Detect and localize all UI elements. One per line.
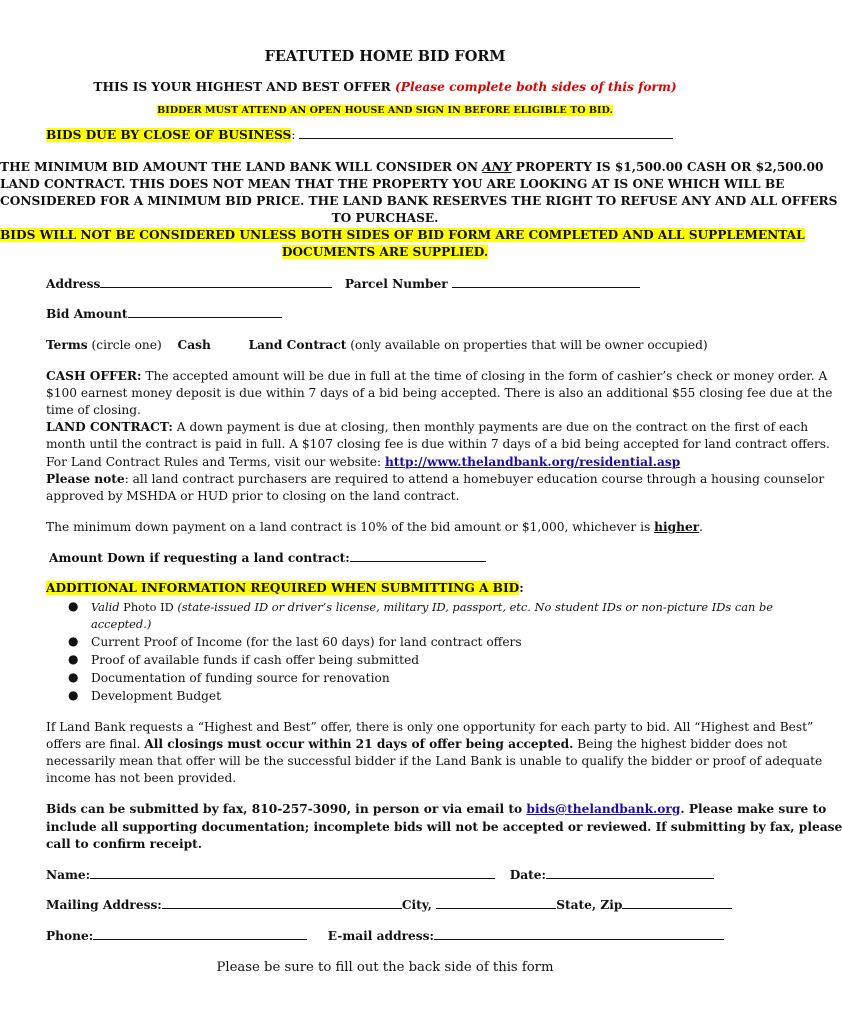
min-bid-text-c: PROPERTY IS $1,500.00 CASH OR $2,500.00: [511, 160, 824, 174]
submission-line-3: call to confirm receipt.: [46, 837, 203, 851]
city-field[interactable]: [436, 898, 556, 909]
amount-down-label: Amount Down if requesting a land contract:: [49, 551, 350, 565]
additional-item-funding-source: Documentation of funding source for renovation: [91, 671, 390, 685]
bullet-icon: ●: [68, 670, 79, 684]
phone-row: [46, 929, 724, 943]
additional-info-heading-row: [46, 581, 524, 595]
highest-best-offer-line: [0, 80, 770, 94]
terms-cash-option[interactable]: Cash: [177, 338, 211, 352]
bid-amount-field[interactable]: [128, 307, 282, 318]
terms-owner-note: (only available on properties that will be owner occupied): [346, 338, 708, 352]
photo-id-note: (state-issued ID or driver’s license, military ID, passport, etc. No student IDs or non-picture IDs can be: [177, 600, 773, 614]
additional-item-photo-id: [91, 600, 773, 614]
form-title: FEATUTED HOME BID FORM: [264, 48, 506, 65]
email-label: E-mail address:: [327, 929, 434, 943]
bid-amount-label: Bid Amount: [46, 307, 128, 321]
minimum-down-text: The minimum down payment on a land contract is 10% of the bid amount or $1,000, whichever is: [46, 520, 655, 534]
land-contract-line-1: [46, 420, 808, 434]
bids-due-field[interactable]: [299, 128, 673, 139]
minimum-bid-line-1: [0, 160, 824, 174]
highest-best-line-4: income has not been provided.: [46, 771, 237, 785]
phone-label: Phone:: [46, 929, 94, 943]
min-bid-any: ANY: [482, 160, 512, 174]
name-label: Name:: [46, 868, 91, 882]
please-note-line-1: [46, 472, 824, 486]
state-zip-field[interactable]: [622, 898, 732, 909]
minimum-down-end: .: [699, 520, 704, 534]
additional-item-funds: Proof of available funds if cash offer being submitted: [91, 653, 420, 667]
submission-text-a: Bids can be submitted by fax, 810-257-3090, in person or via email to: [46, 802, 527, 816]
date-label: Date:: [509, 868, 547, 882]
cash-offer-label: CASH OFFER:: [46, 369, 142, 383]
offer-main: THIS IS YOUR HIGHEST AND BEST OFFER: [93, 80, 396, 94]
cash-offer-text-1: The accepted amount will be due in full at the time of closing in the form of cashier’s check or money order. A: [141, 369, 828, 383]
land-contract-label: LAND CONTRACT:: [46, 420, 173, 434]
please-note-label: Please note: [46, 472, 125, 486]
supplemental-text-1: BIDS WILL NOT BE CONSIDERED UNLESS BOTH SIDES OF BID FORM ARE COMPLETED AND ALL SUPPLEMENTAL: [0, 228, 805, 242]
bid-amount-row: [46, 307, 282, 321]
name-row: [46, 868, 714, 882]
bullet-icon: ●: [68, 599, 79, 613]
highest-best-closings: All closings must occur within 21 days of offer being accepted.: [144, 737, 574, 751]
additional-info-colon: :: [519, 581, 524, 595]
land-contract-text-1: A down payment is due at closing, then monthly payments are due on the contract on the first of each: [172, 420, 809, 434]
photo-id-valid: Valid: [91, 600, 120, 614]
email-field[interactable]: [434, 929, 724, 940]
submission-line-1: [46, 802, 826, 816]
minimum-bid-line-4: TO PURCHASE.: [331, 211, 439, 225]
minimum-down-line: [46, 520, 703, 534]
terms-land-contract-option[interactable]: Land Contract: [248, 338, 347, 352]
additional-info-heading: ADDITIONAL INFORMATION REQUIRED WHEN SUBMITTING A BID: [46, 581, 520, 595]
city-label: City,: [401, 898, 432, 912]
back-side-reminder: Please be sure to fill out the back side of this form: [216, 960, 554, 975]
bullet-icon: ●: [68, 634, 79, 648]
please-note-text-1: : all land contract purchasers are required to attend a homebuyer education course through a housing counselor: [124, 472, 825, 486]
address-label: Address: [46, 277, 101, 291]
name-field[interactable]: [90, 868, 495, 879]
mailing-address-field[interactable]: [162, 898, 402, 909]
mailing-row: [46, 898, 732, 912]
supplemental-text-2: DOCUMENTS ARE SUPPLIED.: [281, 245, 489, 259]
supplemental-line-1: [0, 228, 805, 242]
parcel-field[interactable]: [452, 277, 640, 288]
cash-offer-line-1: [46, 369, 827, 383]
amount-down-row: [49, 551, 486, 565]
state-zip-label: State, Zip: [556, 898, 623, 912]
highest-best-text-c: Being the highest bidder does not: [573, 737, 788, 751]
bids-due-row: BIDS DUE BY CLOSE OF BUSINESS:: [46, 128, 673, 142]
photo-id-text: Photo ID: [119, 600, 178, 614]
minimum-bid-line-3: CONSIDERED FOR A MINIMUM BID PRICE. THE LAND BANK RESERVES THE RIGHT TO REFUSE ANY AND ALL OFFERS: [0, 194, 838, 208]
bids-due-label: BIDS DUE BY CLOSE OF BUSINESS: [46, 128, 292, 142]
submission-line-2: include all supporting documentation; incomplete bids will not be accepted or reviewed. If submitting by fax, please: [46, 820, 842, 834]
please-note-line-2: approved by MSHDA or HUD prior to closing on the land contract.: [46, 489, 460, 503]
submission-text-b: . Please make sure to: [680, 802, 827, 816]
cash-offer-line-2: $100 earnest money deposit is due within 7 days of a bid being accepted. There is also an additional $55 closing fee due at the: [46, 386, 833, 400]
additional-item-photo-id-cont: accepted.): [91, 617, 152, 631]
additional-item-budget: Development Budget: [91, 689, 222, 703]
address-row: [46, 277, 640, 291]
open-house-line: [0, 98, 770, 117]
terms-circle-note: (circle one): [87, 338, 162, 352]
cash-offer-line-3: time of closing.: [46, 403, 141, 417]
date-field[interactable]: [546, 868, 714, 879]
mailing-address-label: Mailing Address:: [46, 898, 162, 912]
land-contract-text-3: For Land Contract Rules and Terms, visit our website:: [46, 455, 385, 469]
highest-best-line-2: [46, 737, 787, 751]
minimum-down-higher: higher: [654, 520, 700, 534]
phone-field[interactable]: [93, 929, 307, 940]
terms-row: [46, 338, 708, 352]
min-bid-text-a: THE MINIMUM BID AMOUNT THE LAND BANK WILL CONSIDER ON: [0, 160, 483, 174]
highest-best-text-a: offers are final.: [46, 737, 145, 751]
supplemental-line-2: [0, 245, 770, 259]
highest-best-line-3: necessarily mean that offer will be the successful bidder if the Land Bank is unable to qualify the bidder or proof of adequate: [46, 754, 823, 768]
offer-note: (Please complete both sides of this form): [395, 80, 677, 94]
amount-down-field[interactable]: [350, 551, 486, 562]
minimum-bid-line-2: LAND CONTRACT. THIS DOES NOT MEAN THAT THE PROPERTY YOU ARE LOOKING AT IS ONE WHICH WILL BE: [0, 177, 785, 191]
parcel-label: Parcel Number: [344, 277, 448, 291]
address-field[interactable]: [100, 277, 332, 288]
bids-email-link[interactable]: bids@thelandbank.org: [526, 802, 681, 816]
additional-item-income: Current Proof of Income (for the last 60 days) for land contract offers: [91, 635, 522, 649]
highest-best-line-1: If Land Bank requests a “Highest and Best” offer, there is only one opportunity for each party to bid. All “Highest and Best”: [46, 720, 814, 734]
bullet-icon: ●: [68, 652, 79, 666]
land-contract-line-2: month until the contract is paid in full. A $107 closing fee is due within 7 days of a bid being accepted for land contract offers.: [46, 437, 830, 451]
terms-label: Terms: [46, 338, 88, 352]
bullet-icon: ●: [68, 688, 79, 702]
residential-link[interactable]: http://www.thelandbank.org/residential.asp: [384, 455, 681, 469]
land-contract-line-3: [46, 455, 680, 469]
open-house-text: BIDDER MUST ATTEND AN OPEN HOUSE AND SIGN IN BEFORE ELIGIBLE TO BID.: [157, 105, 613, 116]
